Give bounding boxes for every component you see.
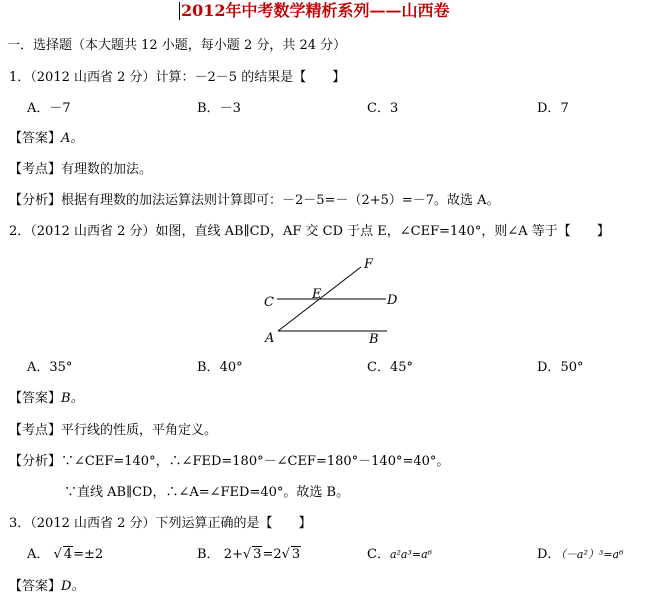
radicand: 3 <box>291 547 301 562</box>
q1-option-c <box>367 101 398 117</box>
page-title: 2012年中考数学精析系列——山西卷 <box>181 1 450 20</box>
option-label: C． <box>367 360 390 375</box>
text-cursor <box>179 2 180 20</box>
label-a: A <box>265 331 275 346</box>
point-tag: 【考点】 <box>9 162 62 177</box>
analysis-text: 根据有理数的加法运算法则计算即可：－2－5=－（2+5）=－7。故选 A。 <box>61 193 500 208</box>
section-heading: 一．选择题（本大题共 12 小题，每小题 2 分，共 24 分） <box>7 38 347 53</box>
option-label: D． <box>537 101 561 116</box>
analysis-text: ∵∠CEF=140°，∴∠FED=180°－∠CEF=180°－140°=40°。 <box>61 454 450 469</box>
point-text: 有理数的加法。 <box>61 162 153 177</box>
option-label: D． <box>537 360 561 375</box>
q1-point <box>9 162 152 178</box>
option-text: 7 <box>560 101 569 116</box>
option-text: 35° <box>49 360 73 375</box>
q1-stem: 1．（2012 山西省 2 分）计算：－2－5 的结果是【 】 <box>9 70 346 85</box>
expression-part: 2+ <box>223 547 243 562</box>
label-f: F <box>364 257 374 272</box>
answer-tag: 【答案】 <box>9 579 62 594</box>
q2-analysis-line2: ∵直线 AB∥CD，∴∠A=∠FED=40°。故选 B。 <box>64 485 350 500</box>
option-label: B． <box>197 547 220 562</box>
q1-option-d <box>537 101 569 117</box>
sqrt-expression: √ 4=±2 <box>53 547 104 562</box>
option-text: 40° <box>219 360 243 375</box>
option-text: －7 <box>49 101 71 116</box>
q2-option-b <box>197 360 243 376</box>
option-label: D． <box>537 547 561 562</box>
option-text: 3 <box>389 101 399 116</box>
q1-option-a <box>27 101 71 117</box>
q2-analysis <box>9 454 449 470</box>
q2-answer <box>9 391 84 407</box>
option-label: B． <box>197 360 220 375</box>
option-label: A． <box>27 360 50 375</box>
q2-option-c <box>367 360 413 376</box>
option-label: C． <box>367 101 390 116</box>
answer-value: B。 <box>61 391 84 406</box>
q2-option-d <box>537 360 583 376</box>
answer-value: A。 <box>61 131 84 146</box>
answer-value: D。 <box>61 579 85 594</box>
q3-answer <box>9 579 84 595</box>
option-label: A． <box>27 547 50 562</box>
q3-option-a <box>27 547 103 563</box>
option-label: C． <box>367 547 390 562</box>
label-b: B <box>369 332 379 347</box>
option-text: （－a²）³=a⁶ <box>560 548 624 561</box>
label-c: C <box>264 295 274 310</box>
point-tag: 【考点】 <box>9 423 62 438</box>
point-text: 平行线的性质，平角定义。 <box>61 423 218 438</box>
radicand: 3 <box>253 547 262 562</box>
option-label: A． <box>27 101 50 116</box>
q3-option-d <box>537 547 624 563</box>
option-text: －3 <box>219 101 241 116</box>
q2-option-a <box>27 360 72 376</box>
label-e: E <box>312 287 322 302</box>
sqrt-expression: 2+√ 3=2√ 3 <box>223 547 301 562</box>
q2-figure <box>258 254 418 354</box>
option-text: 50° <box>560 360 584 375</box>
label-d: D <box>387 293 398 308</box>
expression-part: =2 <box>262 547 282 562</box>
option-text: 45° <box>389 360 413 375</box>
q3-option-b <box>197 547 301 563</box>
q2-stem: 2．（2012 山西省 2 分）如图，直线 AB∥CD，AF 交 CD 于点 E，∠CEF=140°，则∠A 等于【 】 <box>9 224 610 239</box>
q2-point <box>9 423 217 439</box>
option-text: a²a³=a⁶ <box>389 548 433 561</box>
answer-tag: 【答案】 <box>9 131 62 146</box>
answer-tag: 【答案】 <box>9 391 62 406</box>
q1-option-b <box>197 101 241 117</box>
q3-stem: 3．（2012 山西省 2 分）下列运算正确的是【 】 <box>9 516 312 531</box>
q1-analysis <box>9 193 500 209</box>
analysis-tag: 【分析】 <box>9 193 62 208</box>
q3-option-c <box>367 547 432 563</box>
q1-answer <box>9 131 83 147</box>
analysis-tag: 【分析】 <box>9 454 62 469</box>
radicand: 4 <box>63 547 73 562</box>
expression-rest: =±2 <box>73 547 104 562</box>
option-label: B． <box>197 101 220 116</box>
